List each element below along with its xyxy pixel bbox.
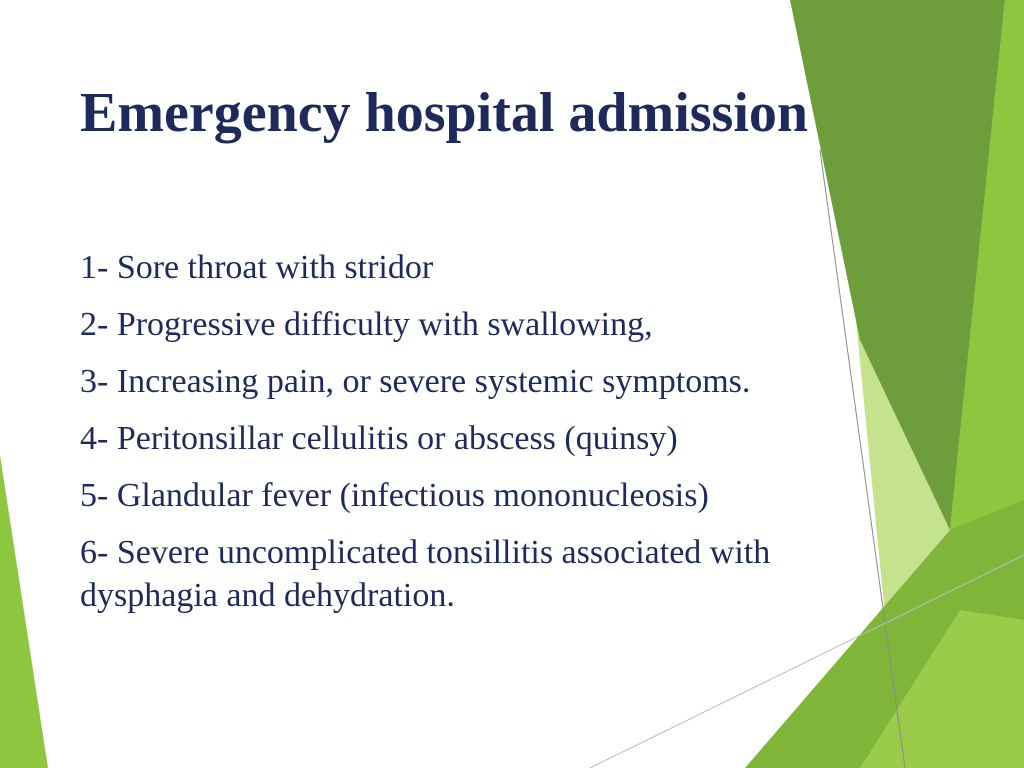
list-item: 4- Peritonsillar cellulitis or abscess (quinsy) (80, 420, 678, 457)
slide-title: Emergency hospital admission (80, 82, 809, 144)
admission-criteria-list (80, 246, 840, 631)
list-item: 6- Severe uncomplicated tonsillitis associated with dysphagia and dehydration. (80, 534, 771, 614)
list-item: 1- Sore throat with stridor (80, 249, 434, 286)
list-item: 2- Progressive difficulty with swallowing, (80, 306, 653, 343)
list-item: 3- Increasing pain, or severe systemic symptoms. (80, 363, 751, 400)
list-item: 5- Glandular fever (infectious mononucleosis) (80, 477, 709, 514)
left-green-sliver (0, 455, 48, 768)
